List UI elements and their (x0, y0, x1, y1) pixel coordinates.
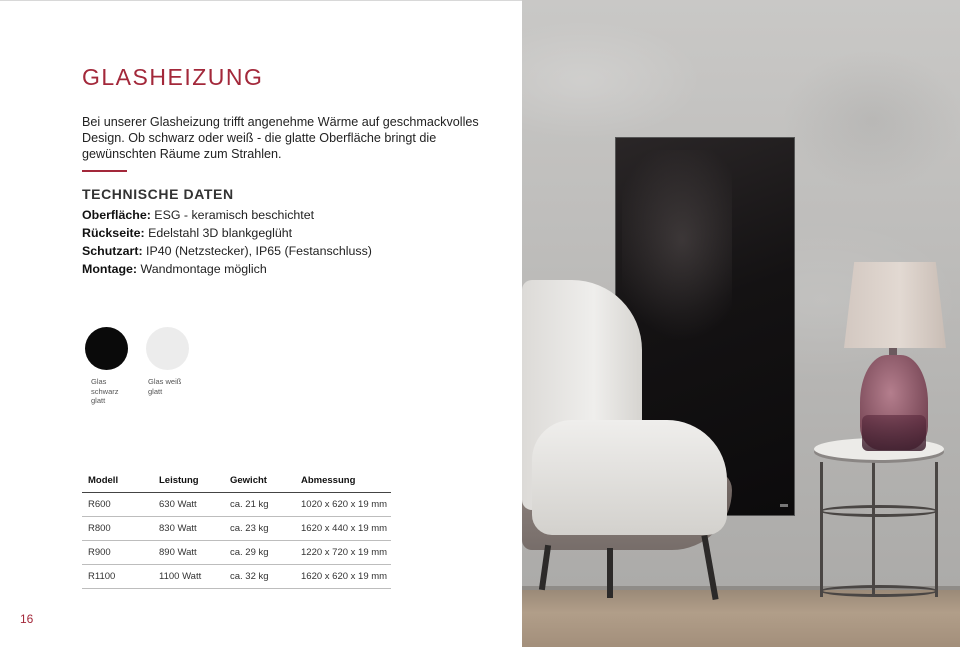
cell: ca. 29 kg (224, 541, 295, 565)
spec-label: Oberfläche: (82, 208, 151, 222)
side-table-ring (820, 505, 938, 517)
header-leistung: Leistung (153, 472, 224, 493)
cell: R600 (82, 493, 153, 517)
accent-rule (82, 170, 127, 172)
cell: 630 Watt (153, 493, 224, 517)
swatch-label-line: Glas (91, 377, 107, 386)
tech-heading: TECHNISCHE DATEN (82, 186, 234, 202)
table-row (82, 565, 391, 589)
table-row (82, 517, 391, 541)
spec-item (82, 242, 372, 260)
product-photo (522, 0, 960, 647)
cell: 1020 x 620 x 19 mm (295, 493, 391, 517)
tech-specs-list (82, 206, 372, 278)
models-table (82, 472, 391, 589)
swatch-label-line: schwarz (91, 386, 119, 396)
header-abmessung: Abmessung (295, 472, 391, 493)
spec-label: Montage: (82, 262, 138, 276)
side-table-rod (872, 462, 875, 597)
spec-label: Schutzart: (82, 244, 143, 258)
spec-value: ESG - keramisch beschichtet (150, 208, 315, 222)
table-header-row (82, 472, 391, 493)
intro-paragraph: Bei unserer Glasheizung trifft angenehme Wärme auf geschmackvolles Design. Ob schwarz oder weiß - die glatte Oberfläche bringt die gewünschten Räume zum Strahlen. (82, 115, 479, 161)
swatch-black-glass (85, 327, 128, 370)
cell: ca. 21 kg (224, 493, 295, 517)
side-table-ring (820, 585, 938, 597)
swatch-label-line: Glas weiß (148, 377, 182, 386)
cell: 1100 Watt (153, 565, 224, 589)
swatch-label-line: glatt (91, 396, 106, 405)
page-number: 16 (20, 612, 34, 626)
side-table-frame (820, 462, 938, 597)
cell: 1220 x 720 x 19 mm (295, 541, 391, 565)
panel-reflection (622, 150, 732, 340)
page-title: GLASHEIZUNG (82, 64, 264, 90)
cell: 1620 x 440 x 19 mm (295, 517, 391, 541)
cell: ca. 23 kg (224, 517, 295, 541)
table-row (82, 541, 391, 565)
lamp-glass-foot (862, 415, 926, 451)
page-top-border (0, 0, 522, 1)
cell: R1100 (82, 565, 153, 589)
cell: ca. 32 kg (224, 565, 295, 589)
spec-item (82, 206, 372, 224)
spec-item (82, 224, 372, 242)
armchair-leg (607, 548, 613, 598)
cell: R900 (82, 541, 153, 565)
header-modell: Modell (82, 472, 153, 493)
spec-value: Edelstahl 3D blankgeglüht (144, 226, 293, 240)
cell: 890 Watt (153, 541, 224, 565)
header-gewicht: Gewicht (224, 472, 295, 493)
swatch-label-line: glatt (148, 386, 163, 396)
spec-item (82, 260, 372, 278)
spec-value: IP40 (Netzstecker), IP65 (Festanschluss) (142, 244, 372, 258)
lamp-shade (844, 262, 946, 348)
cell: R800 (82, 517, 153, 541)
cell: 830 Watt (153, 517, 224, 541)
armchair-seat (532, 420, 727, 535)
cell: 1620 x 620 x 19 mm (295, 565, 391, 589)
panel-logo (780, 504, 788, 507)
swatch-label-black (91, 377, 141, 406)
wood-floor (522, 590, 960, 647)
spec-label: Rückseite: (82, 226, 145, 240)
swatch-label-white (148, 377, 198, 396)
spec-value: Wandmontage möglich (137, 262, 267, 276)
swatch-white-glass (146, 327, 189, 370)
table-row (82, 493, 391, 517)
